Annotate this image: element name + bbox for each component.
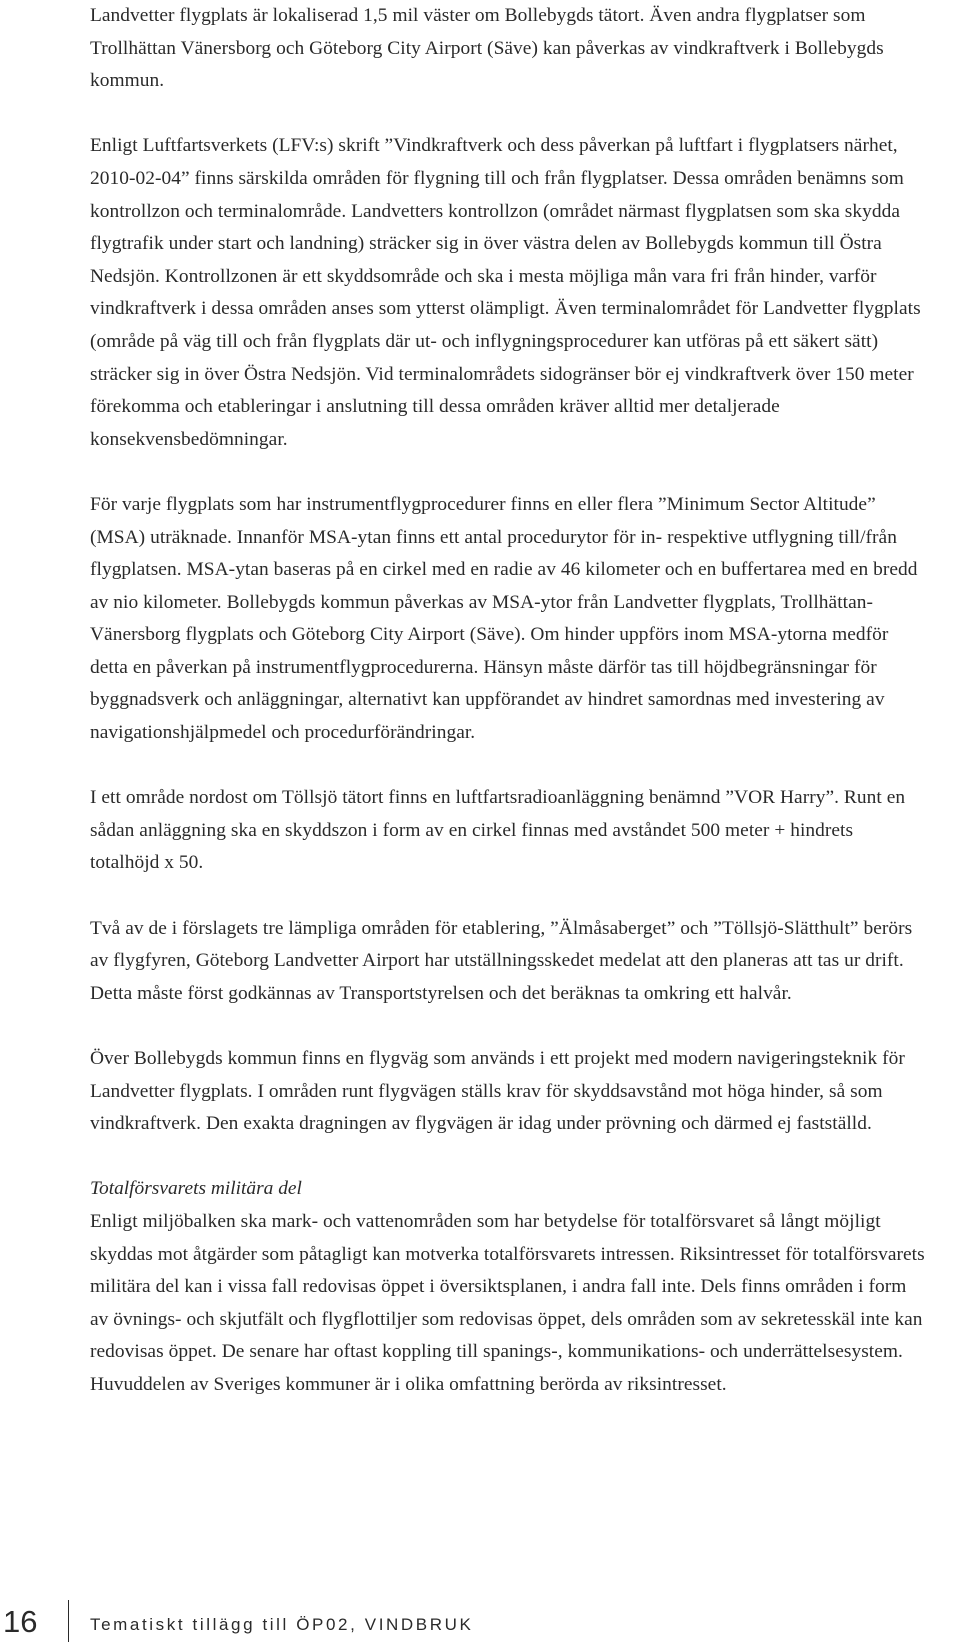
paragraph-vor-harry: I ett område nordost om Töllsjö tätort finns en luftfartsradioanläggning benämnd ”VOR Harry”. Runt en sådan anläggning ska en skyddszon i form av en cirkel finnas med avståndet 500 meter + hindrets totalhöjd x 50. xyxy=(90,787,906,874)
body-text xyxy=(90,0,925,1402)
page-number: 16 xyxy=(3,1604,38,1639)
paragraph-spacer xyxy=(90,98,925,131)
paragraph-msa: För varje flygplats som har instrumentflygprocedurer finns en eller flera ”Minimum Sector Altitude” (MSA) uträknade. Innanför MSA-ytan finns ett antal procedurytor för in- respektive utflygning till/från flygplatsen. MSA-ytan baseras på en cirkel med en radie av 46 kilometer och en buffertarea med en bredd av nio kilometer. Bollebygds kommun påverkas av MSA-ytor från Landvetter flygplats, Trollhättan-Vänersborg flygplats och Göteborg City Airport (Säve). Om hinder uppförs inom MSA-ytorna medför detta en påverkan på instrumentflygprocedurerna. Hänsyn måste därför tas till höjdbegränsningar för byggnadsverk och anläggningar, alternativt kan uppförandet av hindret samordnas med investering av navigationshjälpmedel och procedurförändringar. xyxy=(90,493,918,744)
paragraph-airports-intro: Landvetter flygplats är lokaliserad 1,5 mil väster om Bollebygds tätort. Även andra flygplatser som Trollhättan Vänersborg och Göteborg City Airport (Säve) kan påverkas av vindkraftverk i Bollebygds kommun. xyxy=(90,5,884,92)
page-footer xyxy=(0,1604,960,1642)
paragraph-spacer xyxy=(90,1141,925,1174)
paragraph-spacer xyxy=(90,750,925,783)
paragraph-control-zone: Enligt Luftfartsverkets (LFV:s) skrift ”Vindkraftverk och dess påverkan på luftfart i flygplatsers närhet, 2010-02-04” finns särskilda områden för flygning till och från flygplatser. Dessa områden benämns som kontrollzon och terminalområde. Landvetters kontrollzon (området närmast flygplatsen som ska skydda flygtrafik under start och landning) sträcker sig in över västra delen av Bollebygds kommun till Östra Nedsjön. Kontrollzonen är ett skyddsområde och ska i mesta möjliga mån vara fri från hinder, varför vindkraftverk i dessa områden anses som ytterst olämpligt. Även terminalområdet för Landvetter flygplats (område på väg till och från flygplats där ut- och inflygningsprocedurer kan utföras på ett säkert sätt) sträcker sig in över Östra Nedsjön. Vid terminalområdets sidogränser bör ej vindkraftverk över 150 meter förekomma och etableringar i anslutning till dessa områden kräver alltid mer detaljerade konsekvensbedömningar. xyxy=(90,135,921,450)
footer-divider xyxy=(68,1600,69,1642)
paragraph-flight-path: Över Bollebygds kommun finns en flygväg som används i ett projekt med modern navigeringsteknik för Landvetter flygplats. I områden runt flygvägen ställs krav för skyddsavstånd mot höga hinder, så som vindkraftverk. Den exakta dragningen av flygvägen är idag under prövning och därmed ej fastställd. xyxy=(90,1048,905,1135)
paragraph-spacer xyxy=(90,880,925,913)
paragraph-suitable-areas: Två av de i förslagets tre lämpliga områden för etablering, ”Älmåsaberget” och ”Töllsjö-Slätthult” berörs av flygfyren, Göteborg Landvetter Airport har utställningsskedet medelat att den planeras att tas ur drift. Detta måste först godkännas av Transportstyrelsen och det beräknas ta omkring ett halvår. xyxy=(90,917,913,1004)
footer-title: Tematiskt tillägg till ÖP02, VINDBRUK xyxy=(90,1615,474,1634)
paragraph-defence: Enligt miljöbalken ska mark- och vattenområden som har betydelse för totalförsvaret så långt möjligt skyddas mot åtgärder som påtagligt kan motverka totalförsvarets intressen. Riksintresset för totalförsvarets militära del kan i vissa fall redovisas öppet i översiktsplanen, i andra fall inte. Dels finns områden i form av övnings- och skjutfält och flygflottiljer som redovisas öppet, dels områden som av sekretesskäl inte kan redovisas öppet. De senare har oftast koppling till spanings-, kommunikations- och underrättelsesystem. Huvuddelen av Sveriges kommuner är i olika omfattning berörda av riksintresset. xyxy=(90,1210,925,1395)
paragraph-spacer xyxy=(90,1010,925,1043)
section-heading: Totalförsvarets militära del xyxy=(90,1178,302,1200)
paragraph-spacer xyxy=(90,456,925,489)
